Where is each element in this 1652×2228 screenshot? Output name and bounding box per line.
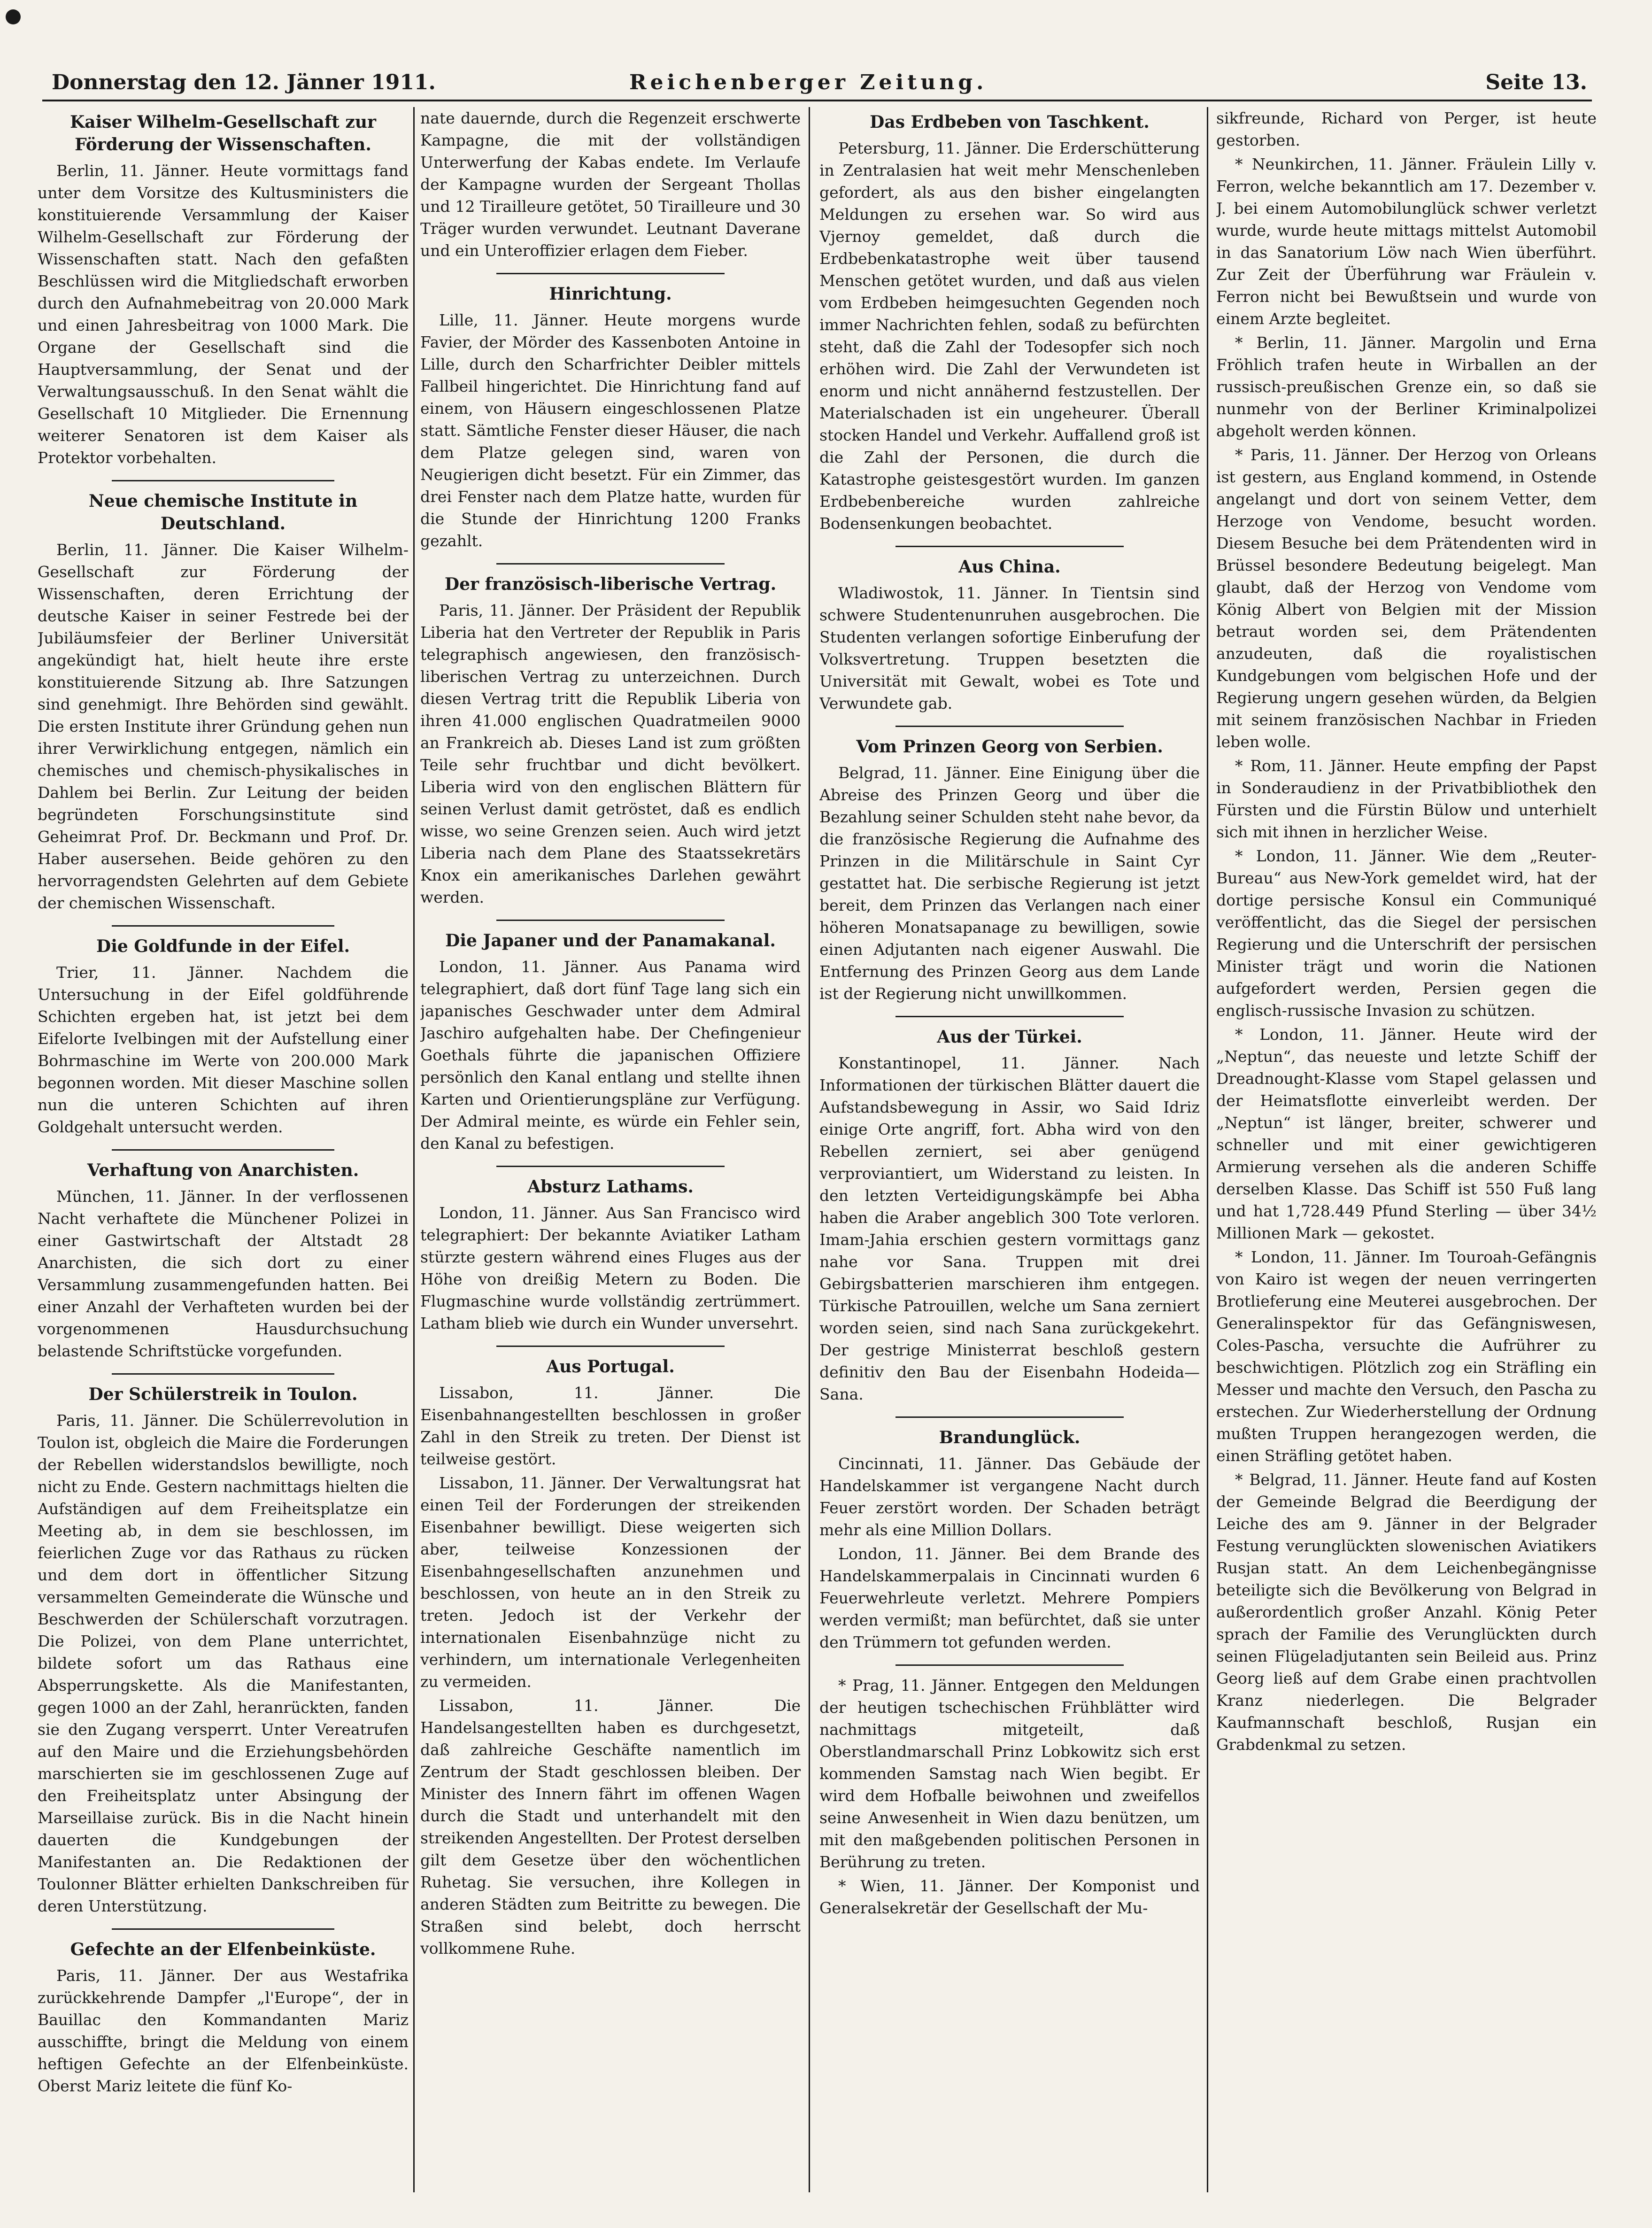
- article-title: Aus der Türkei.: [937, 1027, 1082, 1047]
- article-body: Belgrad, 11. Jänner. Eine Einigung über die Abreise des Prinzen Georg und über die Bezahlung seiner Schulden steht nahe bevor, da die französische Regierung die Aufnahme des Prinzen in die Militärschule in Saint Cyr gestattet hat. Die serbische Regierung ist jetzt bereit, dem Prinzen das Verlangen nach einer höheren Monatsapanage zu bewilligen, sowie einen Adjutanten nach eigener Auswahl. Die Entfernung des Prinzen Georg aus dem Lande ist der Regierung nicht unwillkommen.: [819, 764, 1200, 1003]
- article-separator: [496, 273, 725, 274]
- article-title: Das Erdbeben von Taschkent.: [870, 112, 1150, 132]
- article-separator: [496, 1346, 725, 1347]
- article-title: Die Japaner und der Panamakanal.: [445, 931, 776, 951]
- article-separator: [895, 1664, 1124, 1666]
- article-title: Aus China.: [958, 557, 1061, 577]
- article-body: Lissabon, 11. Jänner. Die Handelsangestellten haben es durchgesetzt, daß zahlreiche Geschäfte namentlich im Zentrum der Stadt geschlossen bleiben. Der Minister des Innern fährt im offenen Wagen durch die Stadt und unterhandelt mit den streikenden Angestellten. Der Protest derselben gilt dem Gesetze über den wöchentlichen Ruhetag. Sie versuchen, ihre Kollegen in anderen Städten zum Beitritte zu bewegen. Die Straßen sind belebt, doch herrscht vollkommene Ruhe.: [420, 1696, 801, 1957]
- news-item: * Paris, 11. Jänner. Der Herzog von Orleans ist gestern, aus England kommend, in Ostende angelangt und dort von seinem Vetter, dem Herzoge von Vendome, besucht worden. Diesem Besuche bei dem Prätendenten wird in Brüssel besondere Bedeutung beigelegt. Man glaubt, daß der Herzog von Vendome vom König Albert von Belgien mit der Mission betraut worden sei, dem Prätendenten anzudeuten, daß die royalistischen Kundgebungen vom belgischen Hofe und der Regierung ungern gesehen würden, da Belgien mit seinem französischen Nachbar in Frieden leben wolle.: [1216, 446, 1597, 751]
- article-title: Aus Portugal.: [546, 1357, 675, 1377]
- column-divider: [413, 107, 415, 2192]
- article-title: Brandunglück.: [939, 1428, 1081, 1447]
- article-body: London, 11. Jänner. Bei dem Brande des Handelskammerpalais in Cincinnati wurden 6 Feuerwehrleute verletzt. Mehrere Pompiers werden vermißt; man befürchtet, daß sie unter den Trümmern tot gefunden werden.: [819, 1545, 1200, 1651]
- article-body: nate dauernde, durch die Regenzeit erschwerte Kampagne, die mit der vollständigen Unterwerfung der Kabas endete. Im Verlaufe der Kampagne wurden der Sergeant Thollas und 12 Tirailleure getötet, 50 Tirailleure und 30 Träger wurden verwundet. Leutnant Daverane und ein Unteroffizier erlagen dem Fieber.: [420, 109, 801, 260]
- article-separator: [895, 1016, 1124, 1017]
- article-title: Hinrichtung.: [549, 284, 672, 304]
- article-title: Gefechte an der Elfenbeinküste.: [70, 1940, 376, 1959]
- column-2: [420, 107, 801, 2192]
- article-separator: [895, 1416, 1124, 1418]
- news-item: * Berlin, 11. Jänner. Margolin und Erna Fröhlich trafen heute in Wirballen an der russisch-preußischen Grenze ein, so daß sie nunmehr von der Berliner Kriminalpolizei abgeholt werden können.: [1216, 333, 1597, 440]
- news-item: * Neunkirchen, 11. Jänner. Fräulein Lilly v. Ferron, welche bekanntlich am 17. Dezember v. J. bei einem Automobilunglück schwer verletzt wurde, wurde heute mittags mittelst Automobil in das Sanatorium Löw nach Wien überführt. Zur Zeit der Überführung war Fräulein v. Ferron nicht bei Bewußtsein und wurde von einem Arzte begleitet.: [1216, 155, 1597, 328]
- article-body: London, 11. Jänner. Aus Panama wird telegraphiert, daß dort fünf Tage lang sich ein japanisches Geschwader unter dem Admiral Jaschiro aufgehalten habe. Der Chefingenieur Goethals führte die japanischen Offiziere persönlich den Kanal entlang und stellte ihnen Karten und Orientierungspläne zur Verfügung. Der Admiral meinte, es würde ein Fehler sein, den Kanal zu befestigen.: [420, 958, 801, 1153]
- article-title: Kaiser Wilhelm-Gesellschaft zur Förderung der Wissenschaften.: [70, 112, 376, 155]
- article-separator: [112, 1373, 334, 1375]
- article-body: Konstantinopel, 11. Jänner. Nach Informationen der türkischen Blätter dauert die Aufstandsbewegung in Assir, wo Said Idriz einige Orte angriff, fort. Abha wird von den Rebellen zerniert, sei aber genügend verproviantiert, um Widerstand zu leisten. In den letzten Verteidigungskämpfe bei Abha haben die Araber angeblich 300 Tote verloren. Imam-Jahia erschien gestern vormittags ganz nahe vor Sana. Truppen mit drei Gebirgsbatterien marschieren ihm entgegen. Türkische Patrouillen, welche um Sana zerniert worden seien, sind nach Sana zurückgekehrt. Der gestrige Ministerrat beschloß gestern definitiv den Bau der Eisenbahn Hodeida—Sana.: [819, 1054, 1200, 1403]
- news-item: sikfreunde, Richard von Perger, ist heute gestorben.: [1216, 109, 1597, 149]
- page-hole-mark: [6, 9, 21, 24]
- news-item: * Rom, 11. Jänner. Heute empfing der Papst in Sonderaudienz in der Privatbibliothek den Fürsten und die Fürstin Bülow und unterhielt sich mit ihnen in herzlicher Weise.: [1216, 757, 1597, 841]
- article-separator: [895, 726, 1124, 727]
- article-separator: [112, 1928, 334, 1930]
- article-separator: [496, 1166, 725, 1167]
- article-body: Lissabon, 11. Jänner. Die Eisenbahnangestellten beschlossen in großer Zahl in den Streik zu treten. Der Dienst ist teilweise gestört.: [420, 1384, 801, 1468]
- article-separator: [112, 480, 334, 481]
- article-body: Petersburg, 11. Jänner. Die Erderschütterung in Zentralasien hat weit mehr Menschenleben gefordert, als aus den bisher eingelangten Meldungen zu ersehen war. So wird aus Vjernoy gemeldet, daß durch die Erdbebenkatastrophe weit über tausend Menschen getötet wurden, und daß aus vielen vom Erdbeben heimgesuchten Gegenden noch immer Nachrichten fehlen, sodaß zu befürchten steht, daß die Zahl der Todesopfer sich noch erhöhen wird. Die Zahl der Verwundeten ist enorm und nicht annähernd festzustellen. Der Materialschaden ist ein ungeheurer. Überall stocken Handel und Verkehr. Auffallend groß ist die Zahl der Personen, die durch die Katastrophe geistesgestört wurden. Im ganzen Erdbebenbereiche wurden zahlreiche Bodensenkungen beobachtet.: [819, 139, 1200, 533]
- article-title: Der französisch-liberische Vertrag.: [444, 574, 777, 594]
- article-body: Paris, 11. Jänner. Die Schülerrevolution in Toulon ist, obgleich die Maire die Forderungen der Rebellen widerstandslos bewilligte, noch nicht zu Ende. Gestern nachmittags hielten die Aufständigen auf dem Freiheitsplatze ein Meeting ab, in dem sie beschlossen, im feierlichen Zuge vor das Rathaus zu rücken und dem dort in öffentlicher Sitzung versammelten Gemeinderate die Wünsche und Beschwerden der Schülerschaft vorzutragen. Die Polizei, von dem Plane unterrichtet, bildete sofort um das Rathaus eine Absperrungskette. Als die Manifestanten, gegen 1000 an der Zahl, heranrückten, fanden sie den Zugang versperrt. Unter Vereatrufen auf den Maire und die Erziehungsbehörden marschierten sie im geschlossenen Zuge auf den Freiheitsplatz unter Absingung der Marseillaise zurück. Bis in die Nacht hinein dauerten die Kundgebungen der Manifestanten an. Die Redaktionen der Toulonner Blätter erhielten Dankschreiben für deren Unterstützung.: [38, 1411, 409, 1915]
- header-rule: [42, 100, 1592, 101]
- article-separator: [496, 920, 725, 921]
- article-body: Lille, 11. Jänner. Heute morgens wurde Favier, der Mörder des Kassenboten Antoine in Lille, durch den Scharfrichter Deibler mittels Fallbeil hingerichtet. Die Hinrichtung fand auf einem, von Häusern eingeschlossenen Platze statt. Sämtliche Fenster dieser Häuser, die nach dem Platze gelegen sind, waren von Neugierigen dicht besetzt. Für ein Zimmer, das drei Fenster nach dem Platze hatte, wurden für die Stunde der Hinrichtung 1200 Franks gezahlt.: [420, 311, 801, 550]
- article-body: Paris, 11. Jänner. Der Präsident der Republik Liberia hat den Vertreter der Republik in Paris telegraphisch angewiesen, den französisch-liberischen Vertrag zu unterzeichnen. Durch diesen Vertrag tritt die Republik Liberia von ihren 41.000 englischen Quadratmeilen 9000 an Frankreich ab. Dieses Land ist zum größten Teile sehr fruchtbar und dicht bevölkert. Liberia wird von den englischen Blättern für seinen Verlust damit getröstet, daß es endlich wisse, wo seine Grenzen seien. Auch wird jetzt Liberia nach dem Plane des Staatssekretärs Knox ein amerikanisches Darlehen gewährt werden.: [420, 601, 801, 906]
- article-separator: [496, 563, 725, 565]
- news-item: * London, 11. Jänner. Im Touroah-Gefängnis von Kairo ist wegen der neuen verringerten Brotlieferung eine Meuterei ausgebrochen. Der Generalinspektor für das Gefängniswesen, Coles-Pascha, versuchte die Aufrührer zu beschwichtigen. Plötzlich zog ein Sträfling ein Messer und machte den Versuch, den Pascha zu erstechen. Zur Wiederherstellung der Ordnung mußten Truppen herangezogen werden, die einen Sträfling getötet haben.: [1216, 1248, 1597, 1465]
- article-body: London, 11. Jänner. Aus San Francisco wird telegraphiert: Der bekannte Aviatiker Latham stürzte gestern während eines Fluges aus der Höhe von dreißig Metern zu Boden. Die Flugmaschine wurde vollständig zertrümmert. Latham blieb wie durch ein Wunder unversehrt.: [420, 1204, 801, 1332]
- article-separator: [112, 925, 334, 927]
- article-body: Cincinnati, 11. Jänner. Das Gebäude der Handelskammer ist vergangene Nacht durch Feuer zerstört worden. Der Schaden beträgt mehr als eine Million Dollars.: [819, 1454, 1200, 1539]
- news-item: * London, 11. Jänner. Heute wird der „Neptun“, das neueste und letzte Schiff der Dreadnought-Klasse vom Stapel gelassen und der Heimatsflotte einverleibt werden. Der „Neptun“ ist länger, breiter, schwerer und schneller und mit einer gewichtigeren Armierung versehen als die anderen Schiffe derselben Klasse. Das Schiff ist 550 Fuß lang und hat 1,728.449 Pfund Sterling — über 34½ Millionen Mark — gekostet.: [1216, 1025, 1597, 1242]
- article-title: Absturz Lathams.: [527, 1177, 694, 1197]
- article-title: Neue chemische Institute in Deutschland.: [88, 491, 358, 534]
- article-separator: [895, 546, 1124, 547]
- column-divider: [1207, 107, 1208, 2192]
- article-body: Berlin, 11. Jänner. Heute vormittags fand unter dem Vorsitze des Kultusministers die konstituierende Versammlung der Kaiser Wilhelm-Gesellschaft zur Förderung der Wissenschaften statt. Nach den gefaßten Beschlüssen wird die Mitgliedschaft erworben durch den Aufnahmebeitrag von 20.000 Mark und einen Jahresbeitrag von 1000 Mark. Die Organe der Gesellschaft sind die Hauptversammlung, der Senat und der Verwaltungsausschuß. In den Senat wählt die Gesellschaft 10 Mitglieder. Die Ernennung weiterer Senatoren ist dem Kaiser als Protektor vorbehalten.: [38, 162, 409, 467]
- header-date: Donnerstag den 12. Jänner 1911.: [52, 70, 436, 94]
- news-item: * Wien, 11. Jänner. Der Komponist und Generalsekretär der Gesellschaft der Mu-: [819, 1877, 1200, 1917]
- article-body: Berlin, 11. Jänner. Die Kaiser Wilhelm-Gesellschaft zur Förderung der Wissenschaften, deren Errichtung der deutsche Kaiser in seiner Festrede bei der Jubiläumsfeier der Berliner Universität angekündigt hat, hielt heute ihre erste konstituierende Sitzung ab. Ihre Satzungen sind genehmigt. Ihre Behörden sind gewählt. Die ersten Institute ihrer Gründung gehen nun ihrer Verwirklichung entgegen, nämlich ein chemisches und chemisch-physikalisches in Dahlem bei Berlin. Zur Leitung der beiden begründeten Forschungsinstitute sind Geheimrat Prof. Dr. Beckmann und Prof. Dr. Haber ausersehen. Beide gehören zu den hervorragendsten Gelehrten auf dem Gebiete der chemischen Wissenschaft.: [38, 541, 409, 912]
- news-item: * London, 11. Jänner. Wie dem „Reuter-Bureau“ aus New-York gemeldet wird, hat der dortige persische Konsul ein Communiqué veröffentlicht, das die Siegel der persischen Regierung und die Unterschrift der persischen Minister trägt und worin die Nationen aufgefordert werden, Persien gegen die englisch-russische Invasion zu schützen.: [1216, 847, 1597, 1020]
- article-body: Trier, 11. Jänner. Nachdem die Untersuchung in der Eifel goldführende Schichten ergeben hat, ist jetzt bei dem Eifelorte Ivelbingen mit der Aufstellung einer Bohrmaschine im Werte von 200.000 Mark begonnen worden. Mit dieser Maschine sollen nun die unteren Schichten auf ihren Goldgehalt untersucht werden.: [38, 963, 409, 1136]
- article-body: Paris, 11. Jänner. Der aus Westafrika zurückkehrende Dampfer „l'Europe“, der in Bauillac den Kommandanten Mariz ausschiffte, bringt die Meldung von einem heftigen Gefechte an der Elfenbeinküste. Oberst Mariz leitete die fünf Ko-: [38, 1966, 409, 2095]
- header-paper-title: Reichenberger Zeitung.: [629, 70, 988, 94]
- column-3: [819, 107, 1200, 2192]
- column-1: [38, 107, 409, 2192]
- article-body: Lissabon, 11. Jänner. Der Verwaltungsrat hat einen Teil der Forderungen der streikenden Eisenbahner bewilligt. Diese weigerten sich aber, teilweise Konzessionen der Eisenbahngesellschaften anzunehmen und beschlossen, von heute an in den Streik zu treten. Jedoch ist der Verkehr der internationalen Eisenbahnzüge nicht zu verhindern, um internationale Verlegenheiten zu vermeiden.: [420, 1474, 801, 1691]
- page-header: [52, 70, 1587, 99]
- article-body: Wladiwostok, 11. Jänner. In Tientsin sind schwere Studentenunruhen ausgebrochen. Die Studenten verlangen sofortige Einberufung der Volksvertretung. Truppen besetzten die Universität mit Gewalt, wobei es Tote und Verwundete gab.: [819, 584, 1200, 712]
- article-title: Die Goldfunde in der Eifel.: [96, 936, 350, 956]
- article-title: Verhaftung von Anarchisten.: [87, 1160, 359, 1180]
- news-item: * Belgrad, 11. Jänner. Heute fand auf Kosten der Gemeinde Belgrad die Beerdigung der Leiche des am 9. Jänner in der Belgrader Festung verunglückten slowenischen Aviatikers Rusjan statt. An dem Leichenbegängnisse beteiligte sich die Bevölkerung von Belgrad in außerordentlich großer Anzahl. König Peter sprach der Familie des Verunglückten durch seinen Flügeladjutanten sein Beileid aus. Prinz Georg ließ auf dem Grabe einen prachtvollen Kranz niederlegen. Die Belgrader Kaufmannschaft beschloß, Rusjan ein Grabdenkmal zu setzen.: [1216, 1470, 1597, 1754]
- column-divider: [809, 107, 810, 2192]
- article-body: München, 11. Jänner. In der verflossenen Nacht verhaftete die Münchener Polizei in einer Gastwirtschaft der Altstadt 28 Anarchisten, die sich dort zu einer Versammlung zusammengefunden hatten. Bei einer Anzahl der Verhafteten wurden bei der vorgenommenen Hausdurchsuchung belastende Schriftstücke vorgefunden.: [38, 1187, 409, 1360]
- news-item: * Prag, 11. Jänner. Entgegen den Meldungen der heutigen tschechischen Frühblätter wird nachmittags mitgeteilt, daß Oberstlandmarschall Prinz Lobkowitz sich erst kommenden Samstag nach Wien begibt. Er wird dem Hofballe beiwohnen und zweifellos seine Anwesenheit in Wien dazu benützen, um mit den maßgebenden politischen Personen in Berührung zu treten.: [819, 1676, 1200, 1871]
- header-page-number: Seite 13.: [1485, 70, 1587, 94]
- article-separator: [112, 1149, 334, 1151]
- article-title: Vom Prinzen Georg von Serbien.: [856, 737, 1163, 757]
- article-title: Der Schülerstreik in Toulon.: [88, 1385, 358, 1404]
- column-4: [1216, 107, 1597, 2192]
